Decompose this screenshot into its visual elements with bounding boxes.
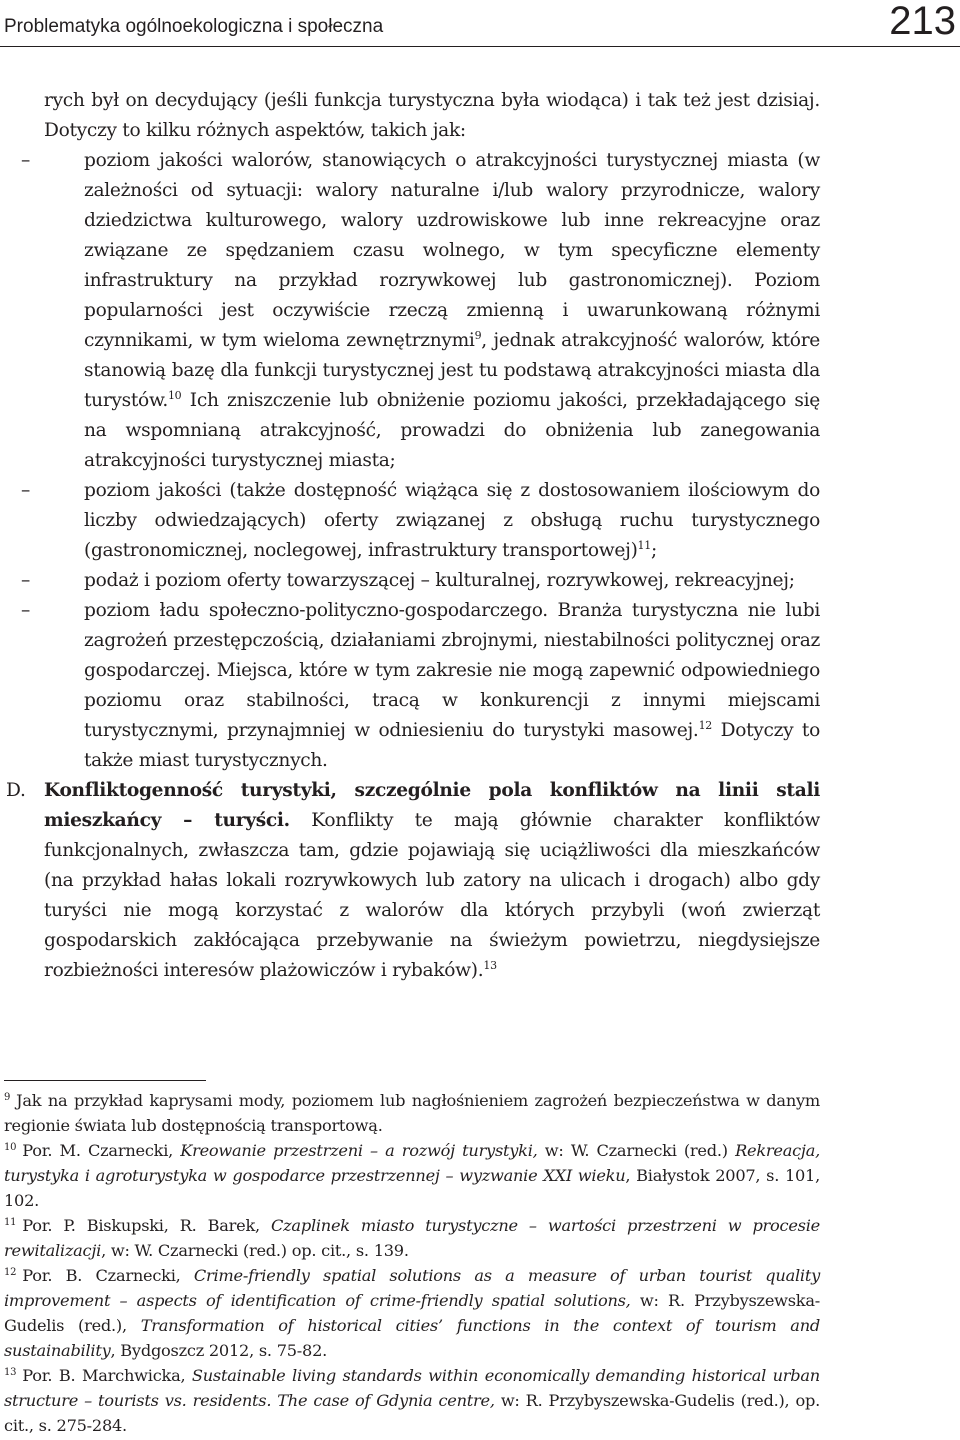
section-heading: Konfliktogenność turystyki, szczególnie pola konfliktów na linii stali mieszkańcy – turyści. bbox=[44, 780, 820, 831]
running-title: Problematyka ogólnoekologiczna i społeczna bbox=[4, 16, 384, 37]
list-item: – poziom jakości walorów, stanowiących o atrakcyjności turystycznej miasta (w zależności od sytuacji: walory naturalne i/lub walory przyrodnicze, walory dziedzictwa kulturowego, walory uzdrowiskowe lub inne rekreacyjne oraz związane ze spędzaniem czasu wolnego, w tym specyficzne elementy infrastruktury na przykład rozrywkowej lub gastronomicznej). Poziom popularności jest oczywiście rzeczą zmienną i uwarunkowaną różnymi czynnikami, w tym wieloma zewnętrznymi$^9$, jednak atrakcyjność walorów, które stanowią bazę dla funkcji turystycznej jest tu podstawą atrakcyjności miasta dla turystów.$^{10}$ Ich zniszczenie lub obniżenie poziomu jakości, przekładającego się na wspomnianą atrakcyjność, prowadzi do obniżenia lub zanegowania atrakcyjności turystycznej miasta; bbox=[44, 146, 820, 476]
footnote-ref[interactable]: 12 bbox=[698, 719, 712, 732]
footnote-ref[interactable]: 10 bbox=[167, 389, 182, 402]
dash-bullet: – bbox=[21, 480, 30, 501]
page-number: 213 bbox=[889, 0, 956, 43]
footnotes bbox=[4, 1088, 820, 1438]
intro-paragraph: rych był on decydujący (jeśli funkcja turystyczna była wiodąca) i tak też jest dzisiaj. Dotyczy to kilku różnych aspektów, takich jak: bbox=[44, 90, 820, 141]
section-d: D. Konfliktogenność turystyki, szczególnie pola konfliktów na linii stali mieszkańcy – turyści. Konflikty te mają głównie charakter konfliktów funkcjonalnych, zwłaszcza tam, gdzie pojawiają się uciążliwości dla mieszkańców (na przykład hałas lokali rozrywkowych lub zatory na ulicach i drogach) albo gdy turyści nie mogą korzystać z walorów dla których przybyli (woń zwierząt gospodarskich zakłócająca przebywanie na świeżym powietrzu, niegdysiejsze rozbieżności interesów plażowiczów i rybaków).$^{13}$ bbox=[44, 776, 820, 986]
footnote-9: $^9$ Jak na przykład kaprysami mody, poziomem lub nagłośnieniem zagrożeń bezpieczeństwa w danym regionie świata lub dostępnością transportową. bbox=[4, 1091, 820, 1135]
footnote-separator bbox=[4, 1080, 206, 1081]
dash-bullet: – bbox=[21, 150, 30, 171]
footnote-12: $^{12}$ Por. B. Czarnecki, Crime-friendly spatial solutions as a measure of urban tourist quality improvement – aspects of identification of crime-friendly spatial solutions, w: R. Przybyszewska-Gudelis (red.), Transformation of historical cities’ functions in the context of tourism and sustainability, Bydgoszcz 2012, s. 75-82. bbox=[4, 1266, 820, 1360]
main-text bbox=[6, 86, 821, 986]
list-item: – poziom ładu społeczno-polityczno-gospodarczego. Branża turystyczna nie lubi zagrożeń przestępczością, działaniami zbrojnymi, niestabilności politycznej oraz gospodarczej. Miejsca, które w tym zakresie nie mogą zapewnić odpowiedniego poziomu oraz stabilności, tracą w konkurencji z innymi miejscami turystycznymi, przynajmniej w odniesieniu do turystyki masowej.$^{12}$ Dotyczy to także miast turystycznych. bbox=[44, 596, 820, 776]
footnote-ref[interactable]: 9 bbox=[474, 329, 482, 342]
aspect-list bbox=[21, 146, 821, 776]
footnote-10: $^{10}$ Por. M. Czarnecki, Kreowanie przestrzeni – a rozwój turystyki, w: W. Czarnecki (red.) Rekreacja, turystyka i agroturystyka w gospodarce przestrzennej – wyzwanie XXI wieku, Białystok 2007, s. 101, 102. bbox=[4, 1141, 820, 1210]
section-letter: D. bbox=[6, 780, 26, 801]
dash-bullet: – bbox=[21, 570, 30, 591]
footnote-ref[interactable]: 11 bbox=[637, 539, 651, 552]
page-header bbox=[0, 0, 960, 47]
list-item: – podaż i poziom oferty towarzyszącej – kulturalnej, rozrywkowej, rekreacyjnej; bbox=[44, 566, 820, 596]
dash-bullet: – bbox=[21, 600, 30, 621]
footnote-ref[interactable]: 13 bbox=[483, 959, 497, 972]
footnote-11: $^{11}$ Por. P. Biskupski, R. Barek, Czaplinek miasto turystyczne – wartości przestrzeni w procesie rewitalizacji, w: W. Czarnecki (red.) op. cit., s. 139. bbox=[4, 1216, 820, 1260]
footnote-13: $^{13}$ Por. B. Marchwicka, Sustainable living standards within economically demanding historical urban structure – tourists vs. residents. The case of Gdynia centre, w: R. Przybyszewska-Gudelis (red.), op. cit., s. 275-284. bbox=[4, 1366, 820, 1435]
list-item: – poziom jakości (także dostępność wiążąca się z dostosowaniem ilościowym do liczby odwiedzających) oferty związanej z obsługą ruchu turystycznego (gastronomicznej, noclegowej, infrastruktury transportowej)$^{11}$; bbox=[44, 476, 820, 566]
